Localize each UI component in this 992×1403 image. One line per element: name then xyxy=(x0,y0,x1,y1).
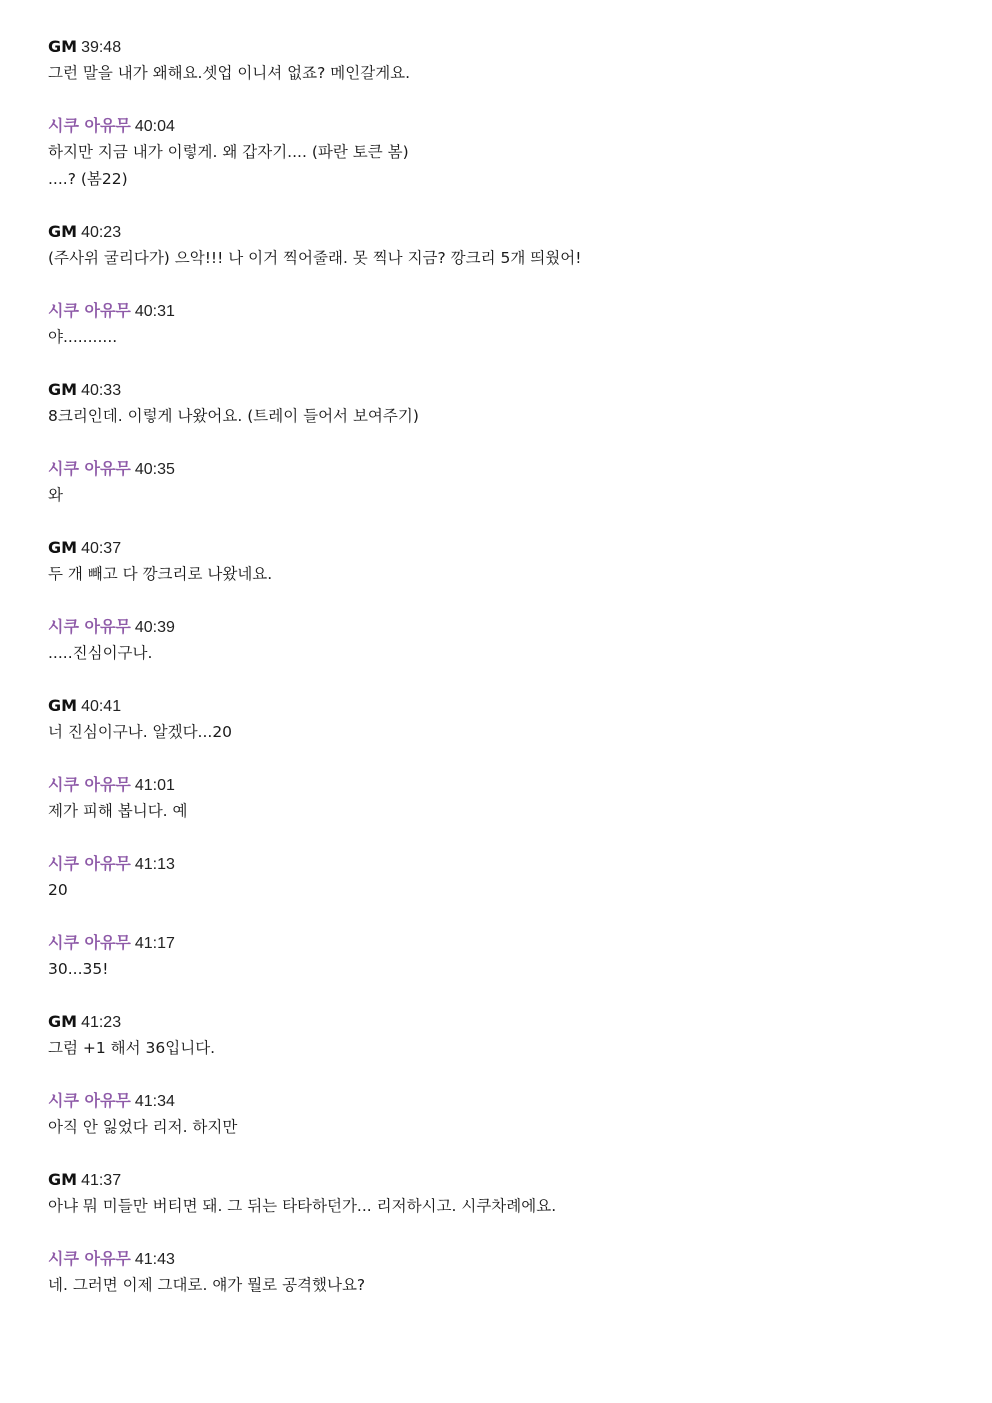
message-timestamp: 39:48 xyxy=(81,39,122,56)
chat-message xyxy=(48,772,948,825)
message-header xyxy=(48,34,948,60)
message-text: 너 진심이구나. 알겠다...20 xyxy=(48,723,233,741)
chat-message xyxy=(48,930,948,983)
message-text: 제가 피해 봅니다. 예 xyxy=(48,802,188,820)
speaker-name: 시쿠 아유무 xyxy=(48,617,131,636)
message-timestamp: 41:34 xyxy=(134,1093,175,1110)
chat-message xyxy=(48,693,948,746)
chat-message xyxy=(48,1088,948,1141)
message-text: (주사위 굴리다가) 으악!!! 나 이거 찍어줄래. 못 찍나 지금? 깡크리 5개 띄웠어! xyxy=(48,249,582,267)
message-header xyxy=(48,535,948,561)
message-text: 30...35! xyxy=(48,960,109,978)
message-timestamp: 41:17 xyxy=(134,935,175,952)
speaker-name: GM xyxy=(48,1012,78,1031)
speaker-name: 시쿠 아유무 xyxy=(48,1249,131,1268)
message-text: 아냐 뭐 미들만 버티면 돼. 그 뒤는 타타하던가... 리저하시고. 시쿠차례에요. xyxy=(48,1197,557,1215)
message-timestamp: 41:37 xyxy=(81,1172,122,1189)
message-timestamp: 40:41 xyxy=(81,698,122,715)
chat-message xyxy=(48,1167,948,1220)
chat-message xyxy=(48,456,948,509)
message-header xyxy=(48,456,948,482)
message-timestamp: 40:23 xyxy=(81,224,122,241)
message-text: 그럼 +1 해서 36입니다. xyxy=(48,1039,216,1057)
chat-message xyxy=(48,298,948,351)
message-text: 네. 그러면 이제 그대로. 얘가 뭘로 공격했나요? xyxy=(48,1276,366,1294)
message-header xyxy=(48,1009,948,1035)
message-timestamp: 40:35 xyxy=(134,461,175,478)
message-timestamp: 40:31 xyxy=(134,303,175,320)
message-text: 그런 말을 내가 왜해요.셋업 이니셔 없죠? 메인갈게요. xyxy=(48,64,411,82)
speaker-name: 시쿠 아유무 xyxy=(48,116,131,135)
chat-message xyxy=(48,1009,948,1062)
chat-message xyxy=(48,34,948,87)
message-text: 아직 안 잃었다 리저. 하지만 xyxy=(48,1118,238,1136)
chat-message xyxy=(48,377,948,430)
speaker-name: 시쿠 아유무 xyxy=(48,775,131,794)
message-header xyxy=(48,1246,948,1272)
message-header xyxy=(48,930,948,956)
message-timestamp: 41:13 xyxy=(134,856,175,873)
message-header xyxy=(48,377,948,403)
chat-message xyxy=(48,219,948,272)
speaker-name: 시쿠 아유무 xyxy=(48,933,131,952)
speaker-name: GM xyxy=(48,37,78,56)
message-header xyxy=(48,298,948,324)
message-text: ....? (봄22) xyxy=(48,170,128,188)
message-header xyxy=(48,1167,948,1193)
message-timestamp: 40:04 xyxy=(134,118,175,135)
message-timestamp: 40:37 xyxy=(81,540,122,557)
message-timestamp: 40:39 xyxy=(134,619,175,636)
message-header xyxy=(48,219,948,245)
speaker-name: 시쿠 아유무 xyxy=(48,854,131,873)
message-header xyxy=(48,1088,948,1114)
speaker-name: 시쿠 아유무 xyxy=(48,301,131,320)
message-text: 하지만 지금 내가 이렇게. 왜 갑자기.... (파란 토큰 봄) xyxy=(48,143,409,161)
message-header xyxy=(48,113,948,139)
message-text: 20 xyxy=(48,881,68,899)
message-text: 야........... xyxy=(48,328,118,346)
message-text: 두 개 빼고 다 깡크리로 나왔네요. xyxy=(48,565,273,583)
chat-transcript xyxy=(48,34,948,1325)
message-timestamp: 40:33 xyxy=(81,382,122,399)
speaker-name: 시쿠 아유무 xyxy=(48,459,131,478)
speaker-name: GM xyxy=(48,696,78,715)
message-header xyxy=(48,772,948,798)
message-timestamp: 41:23 xyxy=(81,1014,122,1031)
message-header xyxy=(48,614,948,640)
speaker-name: GM xyxy=(48,222,78,241)
chat-message xyxy=(48,113,948,193)
message-text: .....진심이구나. xyxy=(48,644,153,662)
chat-message xyxy=(48,535,948,588)
speaker-name: GM xyxy=(48,1170,78,1189)
message-text: 8크리인데. 이렇게 나왔어요. (트레이 들어서 보여주기) xyxy=(48,407,419,425)
speaker-name: GM xyxy=(48,380,78,399)
speaker-name: 시쿠 아유무 xyxy=(48,1091,131,1110)
message-timestamp: 41:01 xyxy=(134,777,175,794)
chat-message xyxy=(48,614,948,667)
speaker-name: GM xyxy=(48,538,78,557)
message-timestamp: 41:43 xyxy=(134,1251,175,1268)
message-text: 와 xyxy=(48,486,63,504)
chat-message xyxy=(48,851,948,904)
message-header xyxy=(48,693,948,719)
chat-message xyxy=(48,1246,948,1299)
message-header xyxy=(48,851,948,877)
